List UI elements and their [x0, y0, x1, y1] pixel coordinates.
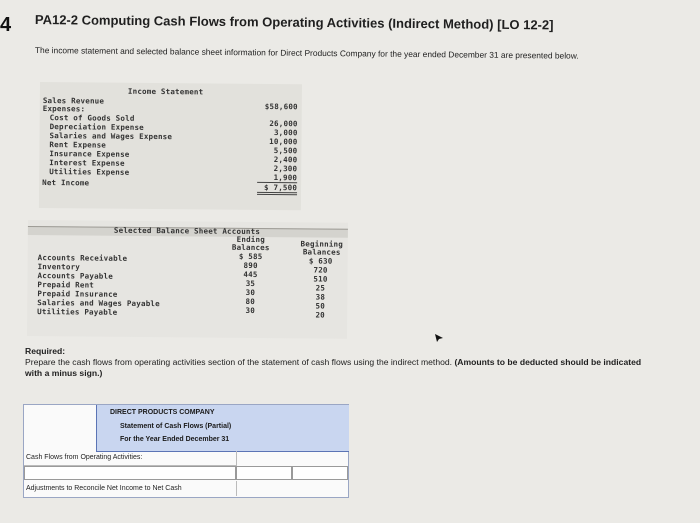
expense-label-utilities: Utilities Expense: [49, 167, 130, 177]
net-income-label: Net Income: [42, 178, 90, 188]
beginning-value-utilities-payable: 20: [315, 310, 325, 320]
required-note: (Amounts to be deducted should be indicated with a minus sign.): [25, 357, 642, 378]
expense-value-rent: 5,500: [273, 146, 298, 156]
cash-flow-worksheet: [23, 404, 349, 498]
account-label-prepaid-insurance: Prepaid Insurance: [37, 289, 118, 299]
expense-value-salaries: 10,000: [269, 137, 298, 147]
expense-label-depreciation: Depreciation Expense: [49, 122, 144, 132]
beginning-value-ap: 510: [313, 274, 328, 284]
required-text: Prepare the cash flows from operating activities section of the statement of cash flows using the indirect method.: [25, 357, 453, 367]
beginning-value-ar: $ 630: [308, 256, 333, 266]
account-label-inventory: Inventory: [37, 262, 81, 272]
beginning-value-prepaid-rent: 25: [315, 283, 326, 293]
expense-label-insurance: Insurance Expense: [49, 149, 130, 159]
expense-label-rent: Rent Expense: [49, 140, 107, 150]
beginning-header-1: Beginning: [300, 239, 344, 249]
ending-value-prepaid-insurance: 30: [245, 287, 256, 297]
ending-value-inventory: 890: [243, 260, 258, 271]
adjustments-label: Adjustments to Reconcile Net Income to Net Cash: [26, 485, 182, 492]
ending-value-prepaid-rent: 35: [245, 278, 256, 288]
net-income-value: $ 7,500: [257, 183, 297, 195]
ending-value-ap: 445: [243, 269, 258, 280]
account-label-prepaid-rent: Prepaid Rent: [37, 280, 95, 290]
balance-sheet-heading: Selected Balance Sheet Accounts: [113, 225, 261, 237]
sales-revenue-value: $58,600: [264, 101, 298, 112]
expense-value-insurance: 2,400: [273, 155, 298, 165]
required-label: Required:: [25, 346, 66, 356]
worksheet-company: DIRECT PRODUCTS COMPANY: [110, 409, 215, 416]
problem-intro: The income statement and selected balance sheet information for Direct Products Company for the year ended December 31 are presented below.: [34, 45, 579, 61]
expenses-label: Expenses:: [42, 104, 86, 114]
beginning-value-inventory: 720: [313, 265, 328, 275]
required-section: [25, 346, 645, 379]
expense-value-depreciation: 3,000: [273, 128, 298, 138]
beginning-value-prepaid-insurance: 38: [315, 292, 326, 302]
net-income-amount-input[interactable]: [236, 466, 292, 480]
operating-activities-label: Cash Flows from Operating Activities:: [26, 454, 143, 461]
worksheet-period: For the Year Ended December 31: [120, 436, 230, 443]
adjustments-row: [24, 481, 237, 496]
account-label-ap: Accounts Payable: [37, 271, 114, 281]
expense-label-salaries: Salaries and Wages Expense: [49, 131, 173, 142]
ending-header-1: Ending: [236, 234, 266, 245]
worksheet-statement: Statement of Cash Flows (Partial): [120, 423, 232, 430]
beginning-value-salaries-payable: 50: [315, 301, 326, 311]
income-statement: [39, 82, 302, 210]
sales-revenue-label: Sales Revenue: [42, 96, 105, 106]
account-label-utilities-payable: Utilities Payable: [37, 307, 118, 317]
question-number: 4: [0, 14, 12, 36]
expense-value-interest: 2,300: [273, 164, 298, 174]
problem-title: PA12-2 Computing Cash Flows from Operating Activities (Indirect Method) [LO 12-2]: [34, 12, 554, 33]
expense-value-utilities: 1,900: [257, 173, 297, 183]
ending-header-2: Balances: [231, 242, 270, 253]
ending-value-ar: $ 585: [238, 251, 263, 262]
expense-label-interest: Interest Expense: [49, 158, 125, 168]
net-income-description-input[interactable]: [24, 466, 236, 480]
account-label-ar: Accounts Receivable: [37, 253, 128, 263]
beginning-header-2: Balances: [302, 247, 341, 257]
ending-value-utilities-payable: 30: [245, 305, 255, 315]
expense-label-cogs: Cost of Goods Sold: [49, 113, 135, 123]
balance-sheet-accounts: [27, 220, 348, 339]
ending-value-salaries-payable: 80: [245, 296, 256, 306]
mouse-cursor-icon: [434, 333, 444, 343]
expense-value-cogs: 26,000: [269, 119, 298, 129]
income-statement-heading: Income Statement: [127, 86, 204, 97]
account-label-salaries-payable: Salaries and Wages Payable: [37, 298, 160, 309]
operating-activities-row: [24, 451, 237, 466]
net-income-total-input[interactable]: [292, 466, 348, 480]
